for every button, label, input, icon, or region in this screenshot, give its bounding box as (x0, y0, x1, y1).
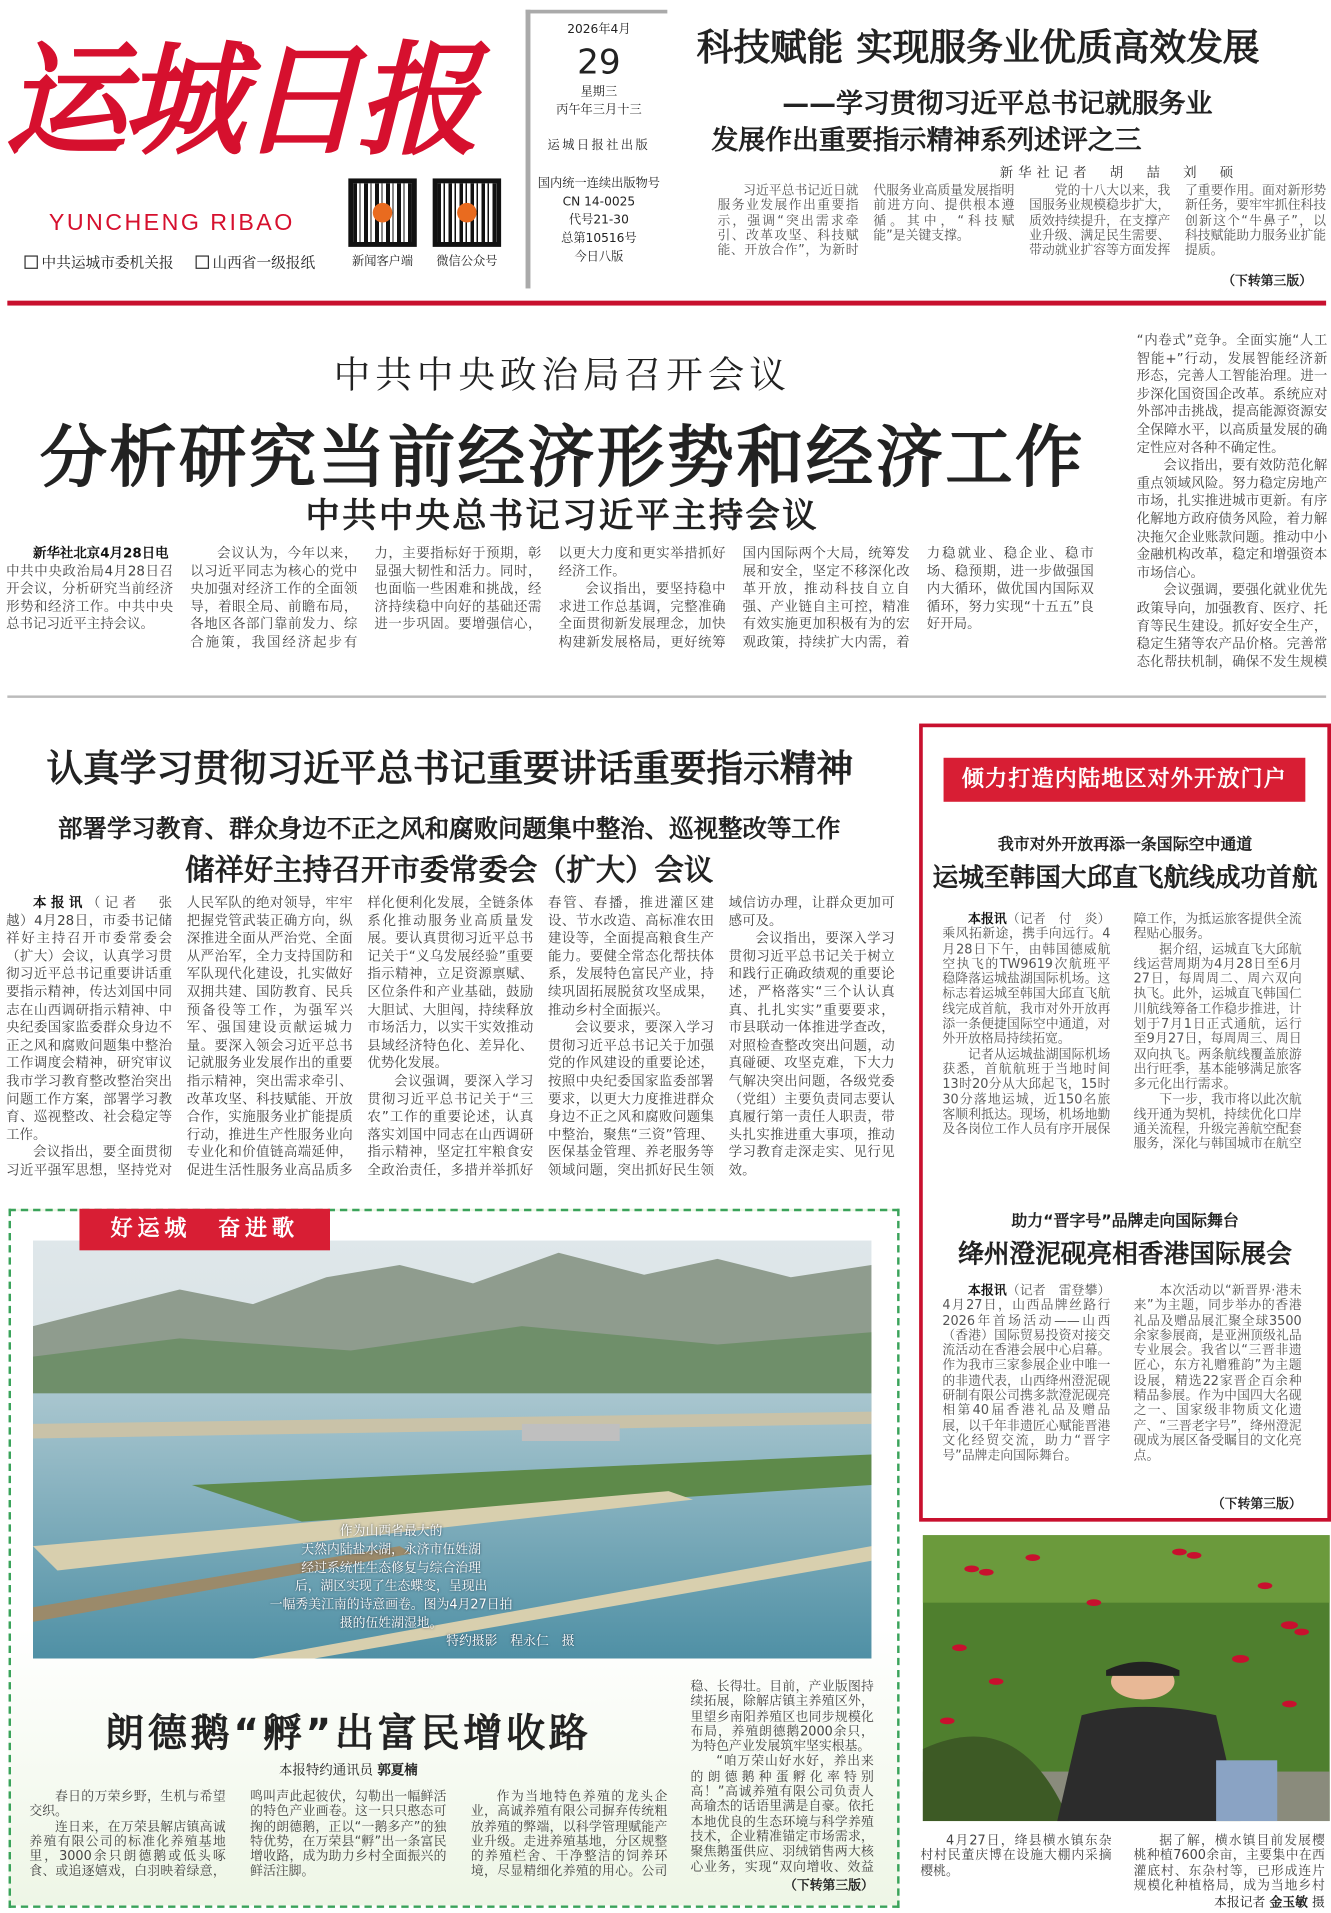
paragraph (1137, 457, 1328, 582)
paragraph-text: 作为当地特色养殖的龙头企业，高诚养殖有限公司摒弃传统粗放养殖的弊端，以科学管理赋能产业升级。走进养殖基地，分区规整的养殖栏舍、干净整洁的饲养环境，尽显精细化养殖的用心。公司 (470, 1789, 668, 1880)
date-lunar: 丙午年三月十三 (556, 103, 642, 118)
politburo-subheadline: 中共中央总书记习近平主持会议 (305, 494, 819, 536)
qr-code-app-icon[interactable] (348, 178, 416, 246)
paragraph (942, 912, 1110, 1047)
paragraph-text: 据了解，横水镇目前发展樱桃种植7600余亩，主要集中在西灌底村、东杂村等，已形成连片规模化种植格局，成为当地乡村 (1133, 1833, 1325, 1894)
paragraph (920, 1833, 1111, 1878)
flight-body (942, 912, 1301, 1153)
dateline: 新华社北京4月28日电 (32, 545, 169, 561)
qr-label-app: 新闻客户端 (351, 255, 414, 269)
caption-line: 作为山西省最大的 (339, 1524, 443, 1539)
paragraph-text: 会议要求，要深入学习贯彻习近平总书记关于加强党的作风建设的重要论述，按照中央纪委国家监委部署要求，以更大力度推进群众身边不正之风和腐败问题集中整治，聚焦“三资”管理、医保基金管理、养老服务等领域问题，突出抓好民生领域信访办理，让群众更加可感可及。 (548, 894, 895, 1179)
paragraph (1134, 1833, 1325, 1894)
postal-code: 代号21-30 (568, 213, 629, 228)
paragraph-text: 下一步，我市将以此次航线开通为契机，持续优化口岸通关流程，升级完善航空配套服务，深化与韩国城市在航空 (1133, 1092, 1302, 1152)
qr-code-wechat-icon[interactable] (433, 178, 501, 246)
inkstone-continued[interactable]: （下转第三版） (1211, 1497, 1302, 1512)
date-year-month: 2026年4月 (567, 23, 631, 37)
paragraph (1029, 183, 1326, 259)
tag-party-paper: 中共运城市委机关报 (24, 254, 173, 271)
feature-banner: 好运城 奋进歌 (79, 1209, 330, 1251)
flight-headline[interactable]: 运城至韩国大邱直飞航线成功首航 (932, 861, 1318, 893)
top-article-body (717, 183, 1326, 259)
photo-credit: 特约摄影 程永仁 摄 (446, 1634, 575, 1649)
paragraph (1137, 582, 1328, 670)
paragraph-text: 稳、长得壮。目前，产业版图持续拓展，除解店镇主养殖区外，里望乡南阳养殖区也同步规模化布局，养殖朗德鹅2000余只，为特色产业发展筑牢坚实根基。 (690, 1679, 874, 1755)
politburo-body-right (1137, 332, 1328, 669)
paragraph (1134, 942, 1302, 1092)
byline-prefix: 本报特约通讯员 (278, 1762, 374, 1779)
red-divider (7, 301, 1326, 306)
flight-kicker: 我市对外开放再添一条国际空中通道 (997, 835, 1253, 855)
top-continued[interactable]: （下转第三版） (1222, 273, 1313, 289)
goose-headline[interactable]: 朗德鹅“孵”出富民增收路 (105, 1709, 592, 1757)
paragraph-text: 4月27日，绛县横水镇东杂村村民董庆博在设施大棚内采摘樱桃。 (920, 1833, 1112, 1879)
masthead-logo: 运城日报 (4, 28, 475, 173)
dateline: 本报讯 (967, 911, 1007, 927)
qr-label-wechat: 微信公众号 (436, 255, 498, 269)
paragraph (6, 545, 183, 634)
paragraph (471, 1789, 667, 1879)
inkstone-body (942, 1283, 1301, 1493)
caption-line: 摄的伍姓湖湿地。 (339, 1615, 443, 1631)
credit-name: 金玉敏 (1269, 1895, 1308, 1911)
paragraph-text: 记者从运城盐湖国际机场获悉，首航航班于当地时间13时20分从大邱起飞，15时30分落地运城，近150名旅客顺利抵达。现场，机场地勤及各岗位工作人员有序开展保障工作，为抵运旅客提供全流程贴心服务。 (942, 911, 1302, 1137)
paragraph-text: 会议指出，要有效防范化解重点领域风险。努力稳定房地产市场，扎实推进城市更新。有序化解地方政府债务风险，着力解决拖欠企业账款问题。推动中小金融机构改革，稳定和增强资本市场信心。 (1136, 457, 1328, 581)
masthead-pinyin: YUNCHENG RIBAO (48, 210, 295, 236)
inkstone-kicker: 助力“晋字号”品牌走向国际舞台 (1011, 1212, 1239, 1231)
credit-prefix: 本报记者 (1214, 1895, 1266, 1911)
caption-line: 天然内陆盐水湖，永济市伍姓湖 (301, 1542, 481, 1558)
paragraph-text: 会议强调，要深入学习贯彻习近平总书记关于“三农”工作的重要论述，认真落实刘国中同志在山西调研指示精神，坚定扛牢粮食安全政治责任，多措并举抓好春管、春播，推进灌区建设、节水改造、高标准农田建设等，全面提高粮食生产能力。要健全常态化帮扶体系，发展特色富民产业，持续巩固拓展脱贫攻坚成果，推动乡村全面振兴。 (367, 894, 715, 1179)
masthead-tags (24, 252, 332, 273)
credit-suffix: 摄 (1312, 1895, 1325, 1911)
committee-subheadline-2: 储祥好主持召开市委常委会（扩大）会议 (185, 851, 714, 888)
dateline: 本报讯 (967, 1283, 1007, 1298)
politburo-body (6, 545, 1094, 670)
paragraph (729, 930, 895, 1180)
publisher: 运城日报社出版 (547, 139, 651, 153)
gray-divider (7, 695, 1326, 697)
page-count: 今日八版 (574, 250, 624, 264)
date-weekday: 星期三 (580, 85, 618, 99)
paragraph-text: 本次活动以“新晋界·港未来”为主题，同步举办的香港礼品及赠品展汇聚全球3500余家参展商，是亚洲顶级礼品专业展会。我省以“三晋非遗匠心，东方礼赠雅韵”为主题设展，精选22家晋企百余种精品参展。作为中国四大名砚之一、国家级非物质文化遗产、“三晋老字号”，绛州澄泥砚成为展区备受瞩目的文化亮点。 (1133, 1283, 1302, 1464)
cherry-caption (920, 1833, 1325, 1894)
paragraph-text: 会议指出，要全面贯彻习近平强军思想，坚持党对人民军队的绝对领导，牢牢把握党管武装正确方向，纵深推进全面从严治党、全面从严治军，全力支持国防和军队现代化建设，扎实做好双拥共建、国防教育、民兵预备役等工作，为强军兴军、强国建设贡献运城力量。要深入领会习近平总书记就服务业发展作出的重要指示精神，突出需求牵引、改革攻坚、科技赋能、开放合作，实施服务业扩能提质行动，推进生产性服务业向专业化和价值链高端延伸，促进生活性服务业高品质多样化便利化发展，全链条体系化推动服务业高质量发展。要认真贯彻习近平总书记关于“义乌发展经验”重要指示精神，立足资源禀赋、区位条件和产业基础，鼓励大胆试、大胆闯，持续释放市场活力，以实干实效推动县域经济特色化、差异化、优势化发展。 (6, 894, 534, 1179)
buildings (522, 1424, 620, 1441)
politburo-headline[interactable]: 分析研究当前经济形势和经济工作 (39, 417, 1085, 497)
paragraph (942, 1283, 1110, 1463)
paragraph-text: “内卷式”竞争。全面实施“人工智能+”行动，发展智能经济新形态，完善人工智能治理。进一步深化国资国企改革。系统应对外部冲击挑战，提高能源资源安全保障水平，以高质量发展的确定性应对各种不确定性。 (1136, 332, 1328, 456)
paragraph (717, 183, 1014, 259)
cn-number: CN 14-0025 (562, 195, 636, 209)
paragraph (1134, 1283, 1302, 1463)
top-byline: 新华社记者 胡 喆 刘 硕 (999, 164, 1239, 181)
paragraph-text: 会议指出，要坚持稳中求进工作总基调，完整准确全面贯彻新发展理念，加快构建新发展格局，更好统筹国内国际两个大局，统筹发展和安全，坚定不移深化改革开放，推动科技自立自强、产业链自主可控，精准有效实施更加积极有为的宏观政策，持续扩大内需，着力稳就业、稳企业、稳市场、稳预期，进一步做强国内大循环，做优国内国际双循环，努力实现“十五五”良好开局。 (558, 545, 1094, 651)
paragraph-text: 连日来，在万荣县解店镇高诚养殖有限公司的标准化养殖基地里，3000余只朗德鹅或低头啄食、或追逐嬉戏，白羽映着绿意，鸣叫声此起彼伏，勾勒出一幅鲜活的特色产业画卷。这一只只憨态可掬的朗德鹅，正以“一鹅多产”的独特优势，在万荣县“孵”出一条富民增收路，成为助力乡村全面振兴的鲜活注脚。 (29, 1789, 447, 1880)
paragraph-text: 习近平总书记近日就服务业发展作出重要指示，强调“突出需求牵引、改革攻坚、科技赋能、开放合作”，为新时代服务业高质量发展指明前进方向、提供根本遵循。其中，“科技赋能”是关键支撑。 (717, 183, 1015, 259)
paragraph-text: 据介绍，运城直飞大邱航线运营周期为4月28日至6月27日，每周周二、周六双向执飞。此外，运城直飞韩国仁川航线筹备工作稳步推进，计划于7月1日正式通航，运行至9月27日，每周周三、周日双向执飞。两条航线覆盖旅游出行旺季，基本能够满足旅客多元化出行需求。 (1133, 941, 1302, 1092)
goose-continued[interactable]: （下转第三版） (784, 1878, 874, 1894)
second-person (1216, 1760, 1277, 1821)
dateline: 本报讯 (32, 894, 87, 911)
top-subheadline-1: ——学习贯彻习近平总书记就服务业 (782, 89, 1213, 120)
caption-line: 经过系统性生态修复与综合治理 (301, 1560, 481, 1576)
committee-headline[interactable]: 认真学习贯彻习近平总书记重要讲话重要指示精神 (46, 747, 854, 791)
paragraph (691, 1679, 874, 1754)
paragraph (691, 1754, 874, 1874)
paragraph (29, 1789, 225, 1819)
paragraph-text: （记者 雷登攀）4月27日，山西品牌丝路行2026年首场活动——山西（香港）国际贸易投资对接交流活动在香港会展中心启幕。作为我市三家参展企业中唯一的非遗代表，山西绛州澄泥砚研制有限公司携多款澄泥砚亮相第40届香港礼品及赠品展，以千年非遗匠心赋能晋港文化经贸交流，助力“晋字号”品牌走向国际舞台。 (942, 1283, 1111, 1464)
paragraph-text: 党的十八大以来，我国服务业规模稳步扩大，质效持续提升，在支撑产业升级、满足民生需要、带动就业扩容等方面发挥了重要作用。面对新形势新任务，要牢牢抓住科技创新这个“牛鼻子”，以科技赋能助力服务业扩能提质。 (1029, 183, 1327, 259)
cherry-credit (920, 1896, 1325, 1912)
paragraph-text: 会议指出，要深入学习贯彻习近平总书记关于树立和践行正确政绩观的重要论述，严格落实“三个认认真真、扎扎实实”重要要求，市县联动一体推进学查改，对照检查整改突出问题，动真碰硬、攻坚克难，下大力气解决突出问题，各级党委（党组）主要负责同志要认真履行第一责任人职责，带头扎实推进重大事项，推动学习教育走深走实、见行见效。 (728, 930, 895, 1179)
inkstone-headline[interactable]: 绛州澄泥砚亮相香港国际展会 (958, 1238, 1292, 1269)
goose-body (29, 1789, 667, 1879)
person-body (1057, 1707, 1240, 1821)
top-subheadline-2: 发展作出重要指示精神系列述评之三 (711, 125, 1142, 157)
canopy (923, 1535, 1330, 1603)
paragraph (6, 894, 186, 1145)
paragraph-text: （记者 付 炎）乘风拓新途，携手向远行。4月28日下午，由韩国德威航空执飞的TW9619次航班平稳降落运城盐湖国际机场。这标志着运城至韩国大邱直飞航线完成首航，我市对外开放再添一条便捷国际空中通道，对外开放格局持续拓宽。 (942, 911, 1111, 1047)
byline-name: 郭夏楠 (377, 1762, 418, 1779)
goose-body-side (691, 1679, 874, 1875)
paragraph-text: 会议认为，今年以来，以习近平同志为核心的党中央加强对经济工作的全面领导，着眼全局、前瞻布局，各地区各部门靠前发力、综合施策，我国经济起步有力，主要指标好于预期，彰显强大韧性和活力。同时，也面临一些困难和挑战，经济持续稳中向好的基础还需进一步巩固。要增强信心，以更大力度和更实举措抓好经济工作。 (190, 545, 726, 651)
serial-label: 国内统一连续出版物号 (537, 177, 660, 191)
paragraph-text: 中共中央政治局4月28日召开会议，分析研究当前经济形势和经济工作。中共中央总书记习近平主持会议。 (6, 545, 183, 633)
paragraph-text: 春日的万荣乡野，生机与希望交织。 (29, 1789, 226, 1820)
opening-banner: 倾力打造内陆地区对外开放门户 (944, 758, 1306, 802)
goose-byline (29, 1760, 667, 1780)
caption-line: 一幅秀美江南的诗意画卷。图为4月27日拍 (269, 1597, 513, 1613)
date-box (526, 10, 668, 289)
top-headline[interactable]: 科技赋能 实现服务业优质高效发展 (696, 26, 1260, 70)
photo-caption (208, 1523, 575, 1651)
date-day: 29 (577, 41, 621, 82)
committee-subheadline-1: 部署学习教育、群众身边不正之风和腐败问题集中整治、巡视整改等工作 (58, 813, 841, 844)
politburo-kicker: 中共中央政治局召开会议 (333, 354, 791, 398)
cherry-picking-photo[interactable] (923, 1535, 1330, 1821)
issue-number: 总第10516号 (561, 232, 637, 246)
paragraph (1137, 332, 1328, 457)
paragraph-text: “咱万荣山好水好，养出来的朗德鹅种蛋孵化率特别高！”高诚养殖有限公司负责人高瑜杰的话语里满是自豪。依托本地优良的生态环境与科学养殖技术，企业精准锚定市场需求，聚焦鹅蛋供应、羽绒销售两大核心业务，实现“双向增收、效益 (690, 1754, 874, 1875)
paragraph-text: 会议强调，要强化就业优先政策导向，加强教育、医疗、托育等民生建设。抓好安全生产，稳定生猪等农产品价格。完善常态化帮扶机制，确保不发生规模 (1136, 582, 1328, 670)
committee-body (6, 895, 895, 1181)
tag-province-level: 山西省一级报纸 (195, 254, 315, 271)
paragraph-text: （记者 张 越）4月28日，市委书记储祥好主持召开市委常委会（扩大）会议，认真学习贯彻习近平总书记重要讲话重要指示精神，传达刘国中同志在山西调研指示精神、中央纪委国家监委群众身边不正之风和腐败问题集中整治工作调度会精神，研究审议我市学习教育整改整治突出问题工作方案，部署学习教育、巡视整改、社会稳定等工作。 (6, 894, 186, 1143)
caption-line: 后，湖区实现了生态蝶变，呈现出 (294, 1579, 488, 1594)
